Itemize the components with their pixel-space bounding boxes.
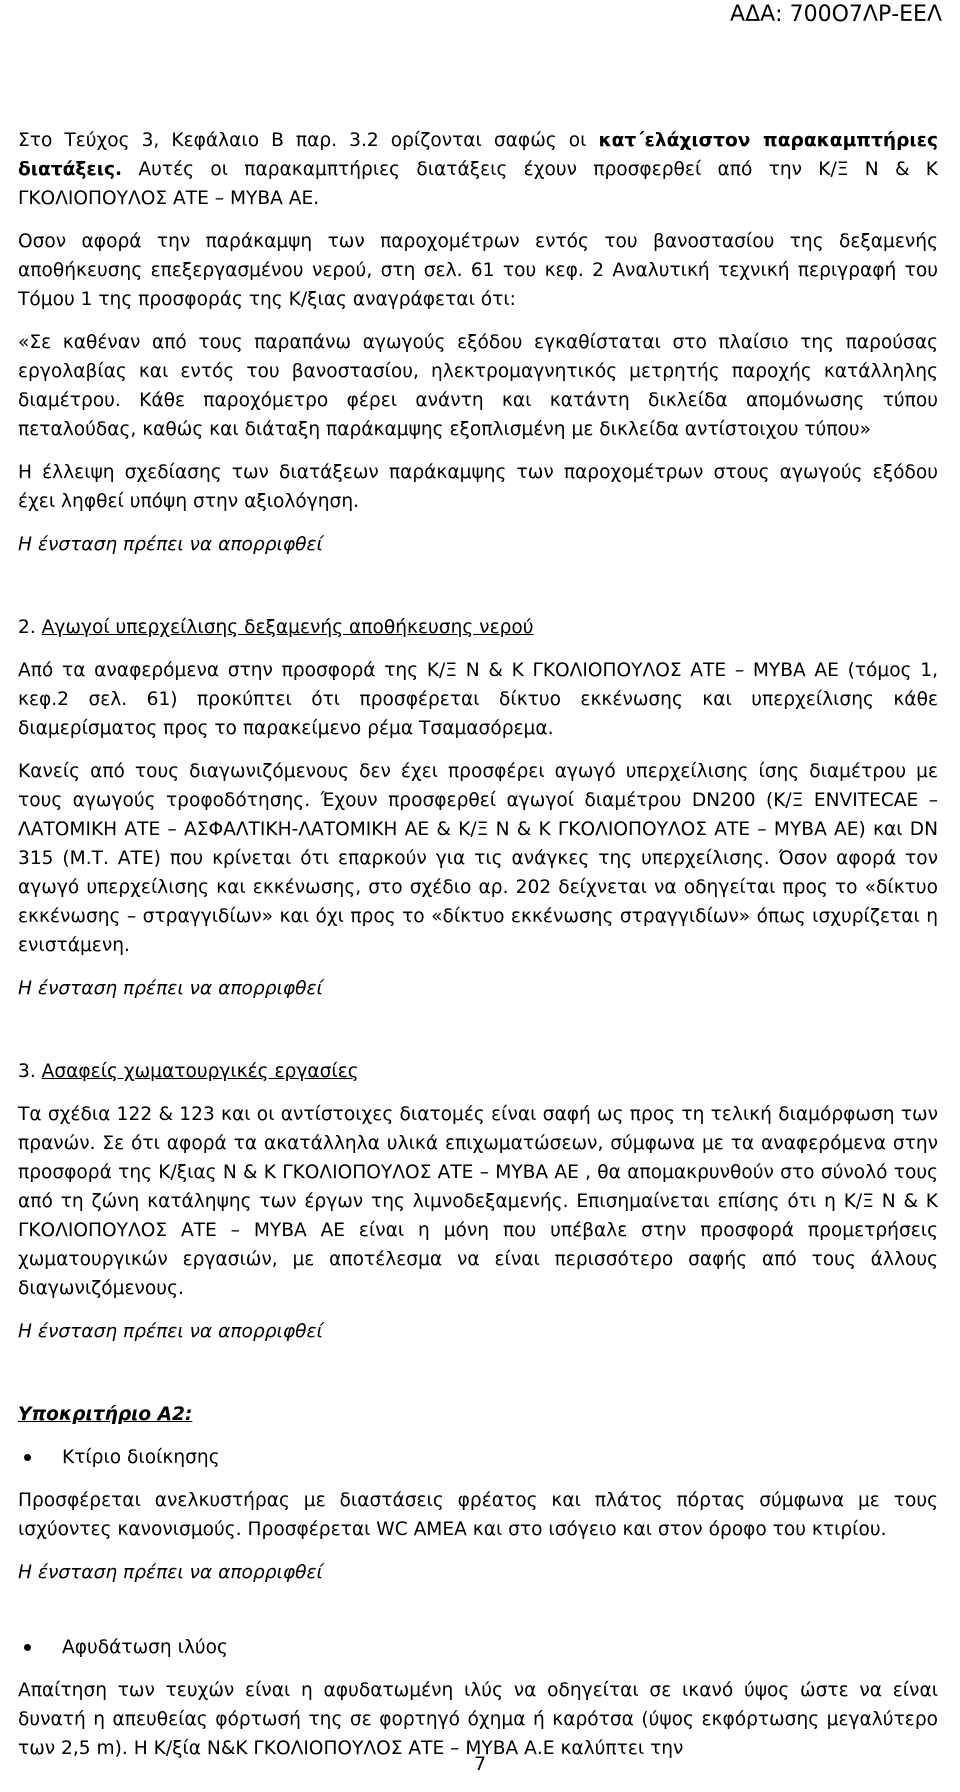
intro-text-a: Στο Τεύχος 3, Κεφάλαιο Β παρ. 3.2 ορίζονται σαφώς οι bbox=[18, 130, 599, 151]
list-item-admin-building bbox=[18, 1443, 938, 1472]
intro-text-b: Αυτές οι παρακαμπτήριες διατάξεις έχουν προσφερθεί από την Κ/Ξ Ν & Κ ΓΚΟΛΙΟΠΟΥΛΟΣ ΑΤΕ – ΜΥΒΑ ΑΕ. bbox=[18, 159, 938, 209]
section-2-heading bbox=[18, 613, 938, 642]
intro-text-bold: κατ΄ελάχιστον παρακαμπτήριες διατάξεις. bbox=[18, 130, 939, 180]
quote-paragraph: «Σε καθέναν από τους παραπάνω αγωγούς εξόδου εγκαθίσταται στο πλαίσιο της παρούσας εργολαβίας και εντός του βανοστασίου, ηλεκτρομαγνητικός μετρητής παροχής κατάλληλης διαμέτρου. Κάθε παροχόμετρο φέρει ανάντη και κατάντη δικλείδα απομόνωσης τύπου πεταλούδας, καθώς και διάταξη παράκαμψης εξοπλισμένη με δικλείδα αντίστοιχου τύπου» bbox=[18, 332, 938, 440]
list-item-label: Κτίριο διοίκησης bbox=[62, 1447, 220, 1468]
ada-code: ΑΔΑ: 700Ο7ΛΡ-ΕΕΛ bbox=[730, 2, 942, 27]
section-2-paragraph-1: Από τα αναφερόμενα στην προσφορά της Κ/Ξ Ν & Κ ΓΚΟΛΙΟΠΟΥΛΟΣ ΑΤΕ – ΜΥΒΑ ΑΕ (τόμος 1, κεφ.2 σελ. 61) προκύπτει ότι προσφέρεται δίκτυο εκκένωσης και υπερχείλισης κάθε διαμερίσματος προς το παρακείμενο ρέμα Τσαμασόρεμα. bbox=[18, 660, 938, 739]
assessment-paragraph: Η έλλειψη σχεδίασης των διατάξεων παράκαμψης των παροχομέτρων στους αγωγούς εξόδου έχει ληφθεί υπόψη στην αξιολόγηση. bbox=[18, 462, 938, 512]
list-item-sludge-dewatering bbox=[18, 1633, 938, 1662]
verdict-text: Η ένσταση πρέπει να απορριφθεί bbox=[18, 1321, 323, 1342]
section-title: Αγωγοί υπερχείλισης δεξαμενής αποθήκευσης νερού bbox=[41, 617, 534, 638]
document-body bbox=[18, 126, 938, 1763]
page-number: 7 bbox=[473, 1753, 487, 1775]
section-title: Ασαφείς χωματουργικές εργασίες bbox=[41, 1061, 359, 1082]
section-3-heading bbox=[18, 1057, 938, 1086]
list-item-label: Αφυδάτωση ιλύος bbox=[62, 1637, 228, 1658]
section-2-paragraph-2: Κανείς από τους διαγωνιζόμενους δεν έχει προσφέρει αγωγό υπερχείλισης ίσης διαμέτρου με τους αγωγούς τροφοδότησης. Έχουν προσφερθεί αγωγοί διαμέτρου DN200 (Κ/Ξ ENVITECAE – ΛΑΤΟΜΙΚΗ ΑΤΕ – ΑΣΦΑΛΤΙΚΗ-ΛΑΤΟΜΙΚΗ ΑΕ & Κ/Ξ Ν & Κ ΓΚΟΛΙΟΠΟΥΛΟΣ ΑΤΕ – ΜΥΒΑ ΑΕ) και DN 315 (Μ.Τ. ΑΤΕ) που κρίνεται ότι επαρκούν για τις ανάγκες της υπερχείλισης. Όσον αφορά τον αγωγό υπερχείλισης και εκκένωσης, στο σχέδιο αρ. 202 δείχνεται να οδηγείται προς το «δίκτυο εκκένωσης – στραγγιδίων» και όχι προς το «δίκτυο εκκένωσης στραγγιδίων» όπως ισχυρίζεται η ενιστάμενη. bbox=[18, 761, 938, 956]
section-number: 2. bbox=[18, 617, 42, 638]
verdict-text: Η ένσταση πρέπει να απορριφθεί bbox=[18, 534, 323, 555]
sludge-paragraph: Απαίτηση των τευχών είναι η αφυδατωμένη ιλύς να οδηγείται σε ικανό ύψος ώστε να είναι δυνατή η απευθείας φόρτωσή της σε φορτηγό όχημα ή καρότσα (ύψος εκφόρτωσης μεγαλύτερο των 2,5 m). Η Κ/ξία Ν&Κ ΓΚΟΛΙΟΠΟΥΛΟΣ ΑΤΕ – ΜΥΒΑ Α.Ε καλύπτει την bbox=[18, 1680, 938, 1759]
section-3-paragraph: Τα σχέδια 122 & 123 και οι αντίστοιχες διατομές είναι σαφή ως προς τη τελική διαμόρφωση των πρανών. Σε ότι αφορά τα ακατάλληλα υλικά επιχωματώσεων, σύμφωνα με τα αναφερόμενα στην προσφορά της Κ/ξιας Ν & Κ ΓΚΟΛΙΟΠΟΥΛΟΣ ΑΤΕ – ΜΥΒΑ ΑΕ , θα απομακρυνθούν στο σύνολό τους από τη ζώνη κατάληψης των έργων της λιμνοδεξαμενής. Επισημαίνεται επίσης ότι η Κ/Ξ Ν & Κ ΓΚΟΛΙΟΠΟΥΛΟΣ ΑΤΕ – ΜΥΒΑ ΑΕ είναι η μόνη που υπέβαλε στην προσφορά προμετρήσεις χωματουργικών εργασιών, με αποτέλεσμα να είναι περισσότερο σαφής από τους άλλους διαγωνιζόμενους. bbox=[18, 1104, 938, 1299]
intro-paragraph bbox=[18, 126, 938, 213]
verdict-text: Η ένσταση πρέπει να απορριφθεί bbox=[18, 1562, 323, 1583]
bullet-icon bbox=[24, 1454, 31, 1461]
bullet-icon bbox=[24, 1644, 31, 1651]
bypass-paragraph: Οσον αφορά την παράκαμψη των παροχομέτρων εντός του βανοστασίου της δεξαμενής αποθήκευσης επεξεργασμένου νερού, στη σελ. 61 του κεφ. 2 Αναλυτική τεχνική περιγραφή του Τόμου 1 της προσφοράς της Κ/ξιας αναγράφεται ότι: bbox=[18, 231, 938, 310]
verdict-text: Η ένσταση πρέπει να απορριφθεί bbox=[18, 978, 323, 999]
subcriterion-heading: Υποκριτήριο Α2: bbox=[18, 1404, 193, 1425]
admin-building-paragraph: Προσφέρεται ανελκυστήρας με διαστάσεις φρέατος και πλάτος πόρτας σύμφωνα με τους ισχύοντες κανονισμούς. Προσφέρεται WC ΑΜΕΑ και στο ισόγειο και στον όροφο του κτιρίου. bbox=[18, 1490, 938, 1540]
section-number: 3. bbox=[18, 1061, 42, 1082]
